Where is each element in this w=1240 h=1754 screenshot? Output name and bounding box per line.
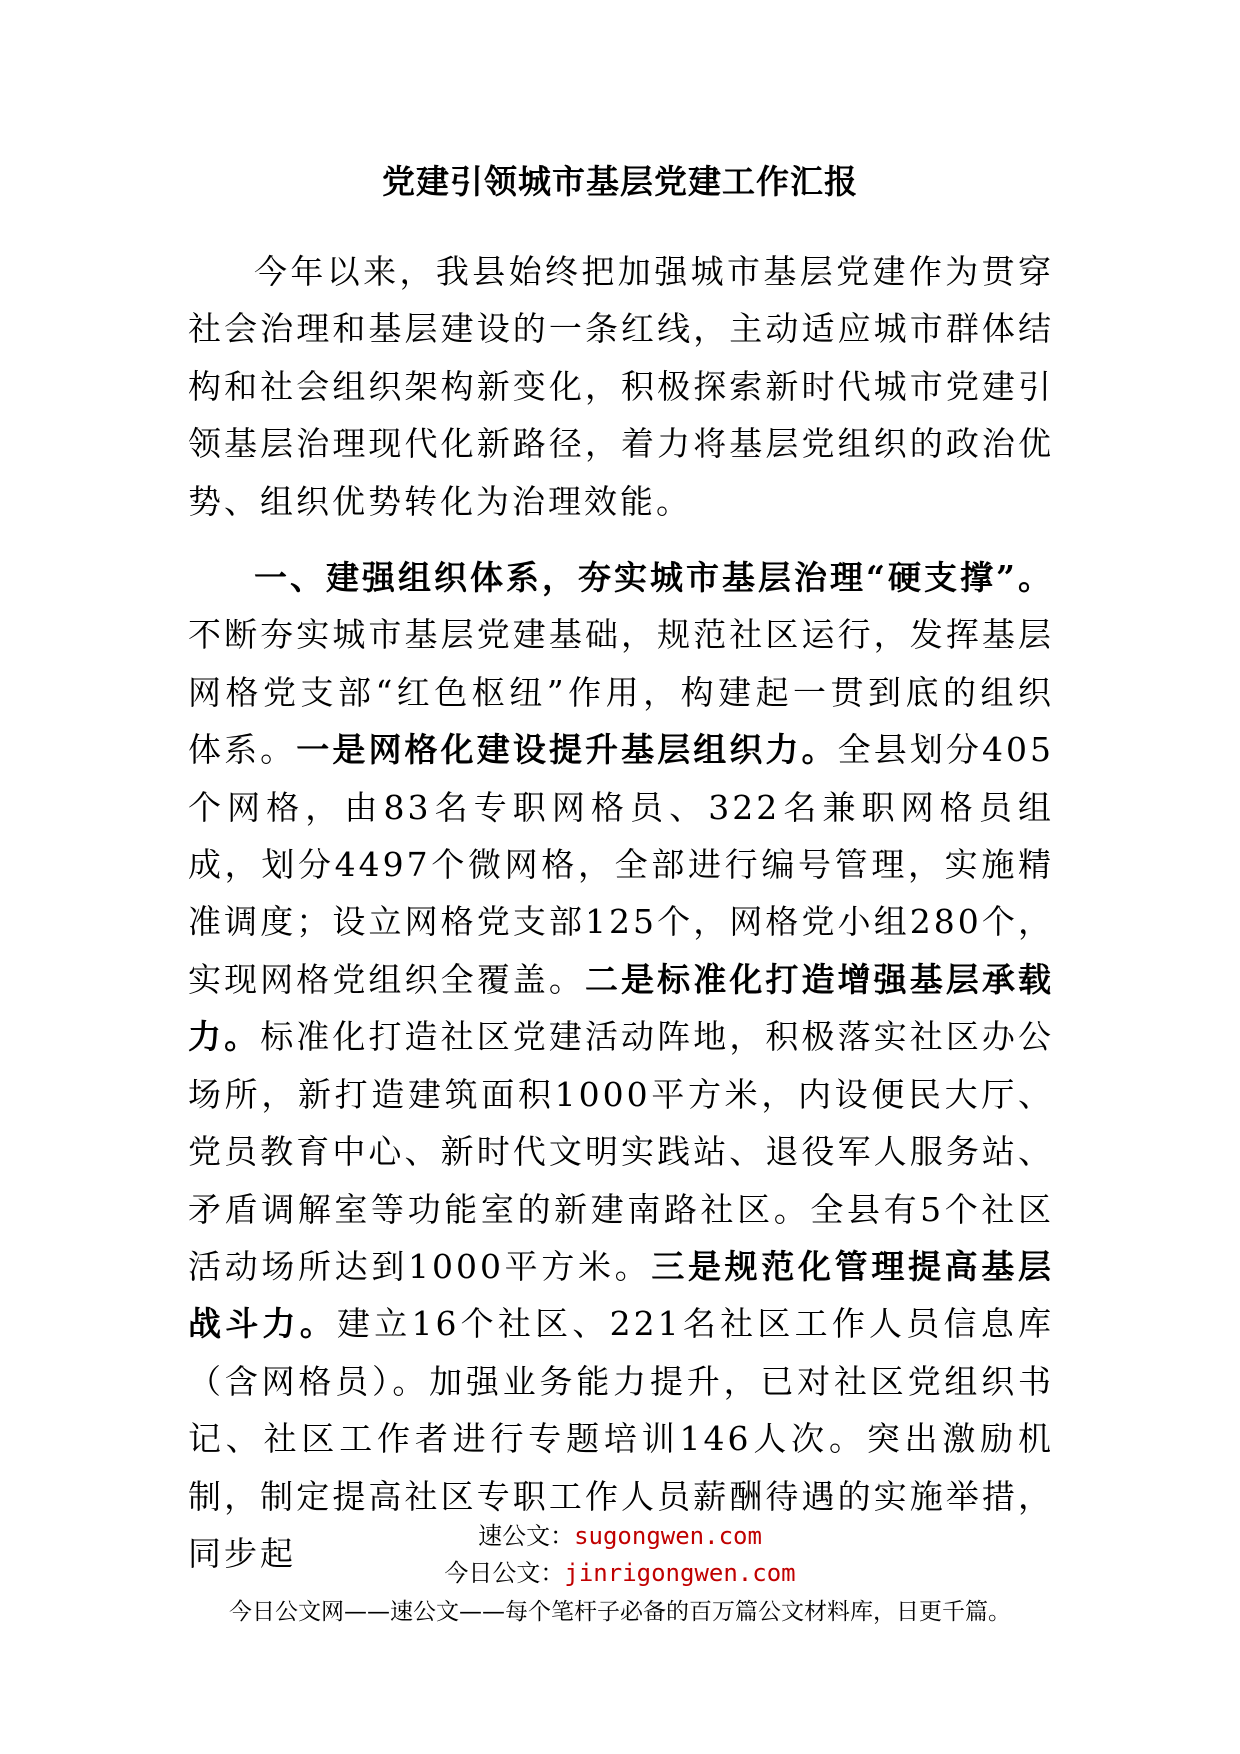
point-1-heading: 一是网格化建设提升基层组织力。: [296, 730, 838, 770]
footer-line-2: [0, 1557, 1240, 1589]
document-body: [188, 243, 1054, 1582]
footer-line-1: [0, 1520, 1240, 1552]
point-1-text: 全县划分405个网格，由83名专职网格员、322名兼职网格员组成，划分4497个微网格，全部进行编号管理，实施精准调度；设立网格党支部125个，网格党小组280个，实现网格党组织全覆盖。: [188, 730, 1055, 999]
point-2-text: 标准化打造社区党建活动阵地，积极落实社区办公场所，新打造建筑面积1000平方米，内设便民大厅、党员教育中心、新时代文明实践站、退役军人服务站、矛盾调解室等功能室的新建南路社区。全县有5个社区活动场所达到1000平方米。: [188, 1017, 1055, 1286]
section-1-heading: 一、建强组织体系，夯实城市基层治理“硬支撑”。: [254, 558, 1054, 598]
footer-jinrigongwen-link[interactable]: jinrigongwen.com: [564, 1559, 796, 1587]
footer-sugongwen-link[interactable]: sugongwen.com: [574, 1522, 762, 1550]
document-title: 党建引领城市基层党建工作汇报: [382, 162, 858, 201]
footer-tagline: 今日公文网——速公文——每个笔杆子必备的百万篇公文材料库，日更千篇。: [229, 1599, 1011, 1625]
point-3-text: 建立16个社区、221名社区工作人员信息库（含网格员）。加强业务能力提升，已对社区党组织书记、社区工作者进行专题培训146人次。突出激励机制，制定提高社区专职工作人员薪酬待遇的实施举措，同步起: [188, 1304, 1055, 1573]
footer-jinrigongwen-label: 今日公文：: [444, 1559, 565, 1587]
footer-sugongwen-label: 速公文：: [478, 1522, 575, 1550]
point-2-heading: 二是标准化打造增强基层承载力。: [188, 959, 1055, 1057]
section-1-paragraph: [188, 549, 1054, 1582]
point-3-heading: 三是规范化管理提高基层战斗力。: [188, 1246, 1055, 1344]
intro-paragraph: 今年以来，我县始终把加强城市基层党建作为贯穿社会治理和基层建设的一条红线，主动适应城市群体结构和社会组织架构新变化，积极探索新时代城市党建引领基层治理现代化新路径，着力将基层党组织的政治优势、组织优势转化为治理效能。: [188, 252, 1054, 521]
section-1-lead: 不断夯实城市基层党建基础，规范社区运行，发挥基层网格党支部“红色枢纽”作用，构建起一贯到底的组织体系。: [188, 615, 1054, 770]
